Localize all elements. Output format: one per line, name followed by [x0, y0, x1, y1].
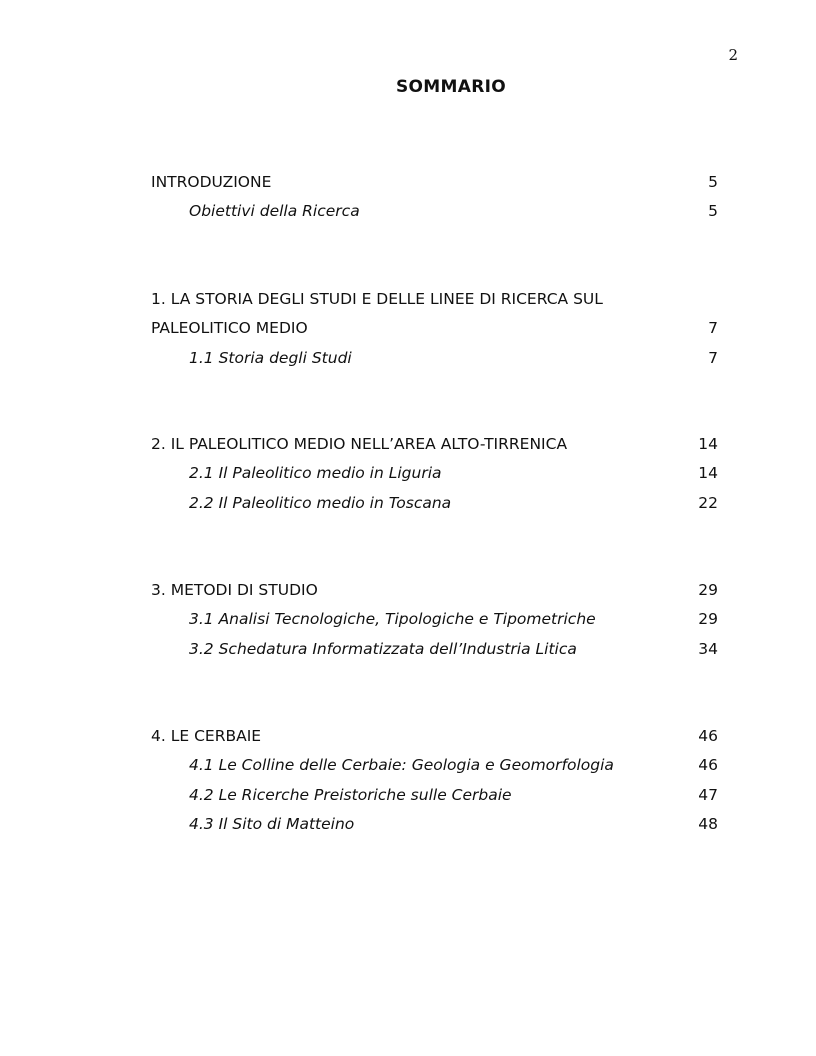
page-number: 2 — [728, 46, 738, 64]
toc-page-number: 29 — [698, 610, 718, 629]
toc-section-intro — [151, 168, 731, 227]
toc-page-number: 47 — [698, 785, 718, 804]
toc-heading[interactable] — [151, 576, 731, 605]
toc-subentry-label: 1.1 Storia degli Studi — [189, 348, 352, 367]
toc-subentry-label: 3.2 Schedatura Informatizzata dell’Industria Litica — [189, 639, 577, 658]
toc-subentry-label: 4.1 Le Colline delle Cerbaie: Geologia e Geomorfologia — [189, 756, 614, 775]
page-title: SOMMARIO — [396, 77, 506, 97]
toc-page-number: 5 — [708, 173, 718, 191]
toc-heading[interactable] — [151, 168, 731, 197]
toc-subentry-label: Obiettivi della Ricerca — [189, 202, 360, 221]
toc-heading-label: 3. METODI DI STUDIO — [151, 581, 318, 599]
toc-subentry[interactable] — [151, 605, 731, 634]
toc-page-number: 34 — [698, 639, 718, 658]
toc-page-number: 46 — [698, 727, 718, 745]
toc-page-number: 48 — [698, 814, 718, 833]
toc-subentry[interactable] — [151, 344, 731, 373]
toc-subentry-label: 4.2 Le Ricerche Preistoriche sulle Cerbaie — [189, 785, 512, 804]
toc-page-number: 14 — [698, 464, 718, 483]
toc-section-4 — [151, 722, 731, 839]
toc-section-2 — [151, 430, 731, 518]
toc-heading[interactable] — [151, 285, 731, 314]
toc-page-number: 14 — [698, 435, 718, 453]
toc-subentry[interactable] — [151, 635, 731, 664]
toc-page-number: 22 — [698, 493, 718, 512]
toc-heading-label: PALEOLITICO MEDIO — [151, 319, 308, 338]
toc-heading[interactable] — [151, 430, 731, 459]
toc-subentry-label: 3.1 Analisi Tecnologiche, Tipologiche e Tipometriche — [189, 610, 596, 629]
toc-heading-continued[interactable] — [151, 314, 731, 343]
toc-page-number: 29 — [698, 581, 718, 599]
toc-subentry[interactable] — [151, 810, 731, 839]
toc-page-number: 7 — [708, 319, 718, 338]
toc-subentry[interactable] — [151, 489, 731, 518]
toc-subentry-label: 2.1 Il Paleolitico medio in Liguria — [189, 464, 442, 483]
toc-subentry-label: 2.2 Il Paleolitico medio in Toscana — [189, 493, 452, 512]
toc-page-number: 5 — [708, 202, 718, 221]
toc-heading[interactable] — [151, 722, 731, 751]
toc-page-number: 7 — [708, 348, 718, 367]
toc-heading-label: 4. LE CERBAIE — [151, 727, 262, 745]
toc-subentry-label: 4.3 Il Sito di Matteino — [189, 814, 355, 833]
toc-heading-label: 1. LA STORIA DEGLI STUDI E DELLE LINEE DI RICERCA SUL — [151, 290, 603, 308]
toc-subentry[interactable] — [151, 197, 731, 226]
toc-subentry[interactable] — [151, 781, 731, 810]
toc-page-number: 46 — [698, 756, 718, 775]
toc-section-3 — [151, 576, 731, 664]
toc-heading-label: 2. IL PALEOLITICO MEDIO NELL’AREA ALTO-TIRRENICA — [151, 435, 568, 453]
toc-subentry[interactable] — [151, 459, 731, 488]
toc-subentry[interactable] — [151, 751, 731, 780]
toc-heading-label: INTRODUZIONE — [151, 173, 272, 191]
toc-section-1 — [151, 285, 731, 373]
